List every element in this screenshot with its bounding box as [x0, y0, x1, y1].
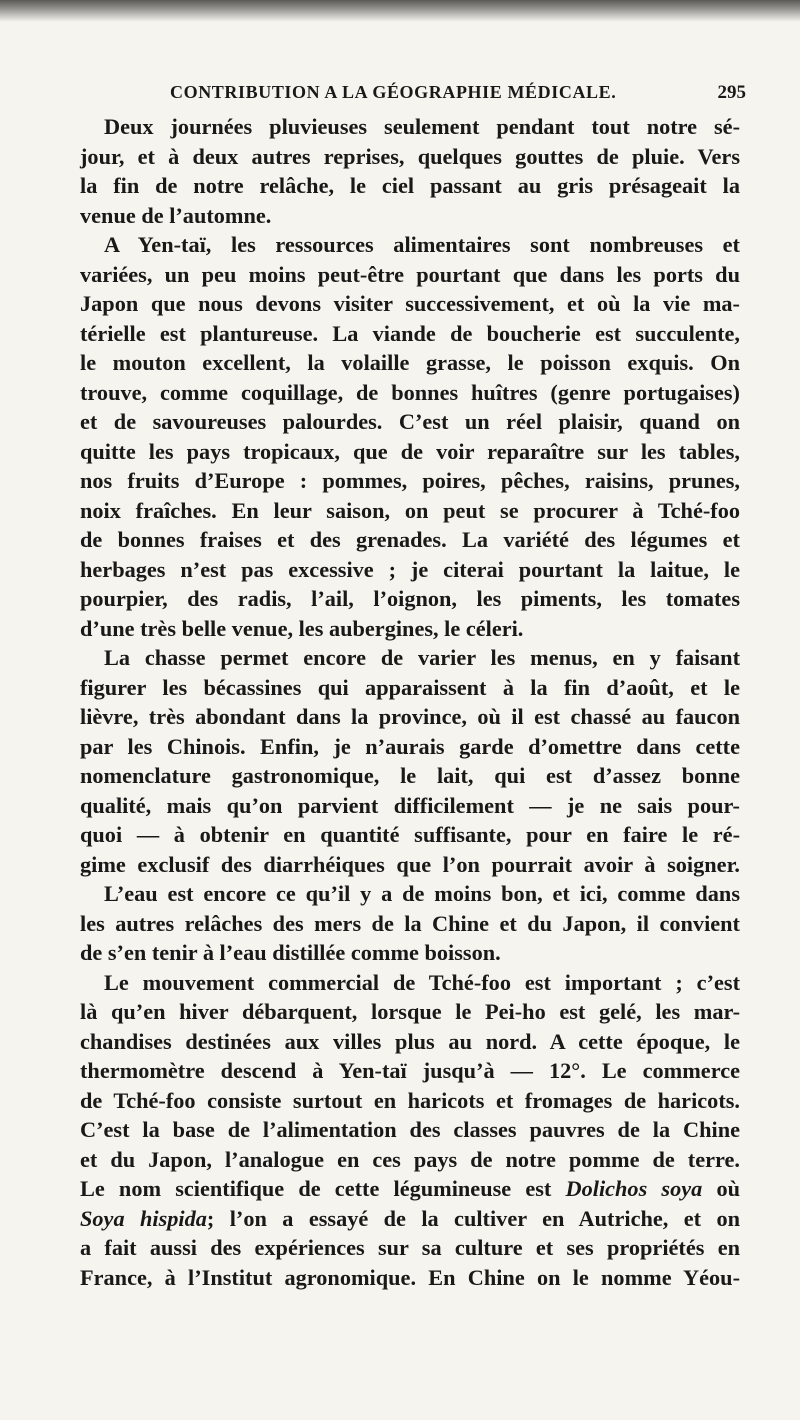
- text-line: variées, un peu moins peut-être pourtant que dans les ports du: [80, 261, 740, 287]
- text-line: de bonnes fraises et des grenades. La variété des légumes et: [80, 527, 740, 552]
- text-line: nos fruits d’Europe : pommes, poires, pêches, raisins, prunes,: [80, 468, 740, 493]
- text-line: herbages n’est pas excessive ; je citerai pourtant la laitue, le: [80, 556, 740, 582]
- text-line: de Tché-foo consiste surtout en haricots et fromages de haricots.: [80, 1087, 740, 1113]
- scan-top-edge: [0, 0, 800, 22]
- text-line: gime exclusif des diarrhéiques que l’on pourrait avoir à soigner.: [80, 851, 740, 877]
- text-line: venue de l’automne.: [80, 202, 272, 228]
- text-line: Japon que nous devons visiter successivement, et où la vie ma-: [80, 291, 740, 316]
- text-line: nomenclature gastronomique, le lait, qui est d’assez bonne: [80, 763, 740, 788]
- text-line: La chasse permet encore de varier les menus, en y faisant: [104, 645, 740, 670]
- text-line: lièvre, très abondant dans la province, où il est chassé au faucon: [80, 704, 740, 729]
- text-line: C’est la base de l’alimentation des classes pauvres de la Chine: [80, 1117, 740, 1142]
- text-line: noix fraîches. En leur saison, on peut se procurer à Tché-foo: [80, 497, 740, 523]
- text-line: par les Chinois. Enfin, je n’aurais garde d’omettre dans cette: [80, 733, 740, 759]
- page-number: 295: [717, 82, 746, 103]
- text-line: là qu’en hiver débarquent, lorsque le Pei-ho est gelé, les mar-: [80, 999, 740, 1024]
- text-fragment: ; l’on a essayé de la cultiver en Autriche, et on: [206, 1205, 740, 1231]
- text-line: A Yen-taï, les ressources alimentaires sont nombreuses et: [104, 232, 740, 257]
- text-line: figurer les bécassines qui apparaissent à la fin d’août, et le: [80, 674, 740, 700]
- text-line: qualité, mais qu’on parvient difficilement — je ne sais pour-: [80, 792, 740, 818]
- text-line: [80, 1204, 740, 1234]
- text-line: les autres relâches des mers de la Chine et du Japon, il convient: [80, 910, 740, 936]
- text-line: térielle est plantureuse. La viande de boucherie est succulente,: [80, 320, 740, 346]
- species-name: Dolichos soya: [565, 1176, 703, 1201]
- text-line: [80, 1174, 740, 1204]
- text-fragment: Le nom scientifique de cette légumineuse est: [80, 1176, 566, 1201]
- text-line: L’eau est encore ce qu’il y a de moins bon, et ici, comme dans: [104, 881, 740, 906]
- text-line: Deux journées pluvieuses seulement pendant tout notre sé-: [104, 114, 740, 139]
- text-line: de s’en tenir à l’eau distillée comme boisson.: [80, 940, 501, 965]
- text-line: d’une très belle venue, les aubergines, le céleri.: [80, 615, 524, 641]
- body-text: [80, 112, 740, 1292]
- text-line: la fin de notre relâche, le ciel passant au gris présageait la: [80, 173, 740, 198]
- text-line: quitte les pays tropicaux, que de voir reparaître sur les tables,: [80, 438, 740, 464]
- text-fragment: où: [702, 1176, 740, 1201]
- text-line: a fait aussi des expériences sur sa culture et ses propriétés en: [80, 1235, 740, 1260]
- text-line: et du Japon, l’analogue en ces pays de notre pomme de terre.: [80, 1146, 740, 1172]
- text-line: France, à l’Institut agronomique. En Chine on le nomme Yéou-: [80, 1264, 740, 1290]
- text-line: trouve, comme coquillage, de bonnes huîtres (genre portugaises): [80, 379, 740, 405]
- text-line: thermomètre descend à Yen-taï jusqu’à — 12°. Le commerce: [80, 1058, 740, 1083]
- text-line: pourpier, des radis, l’ail, l’oignon, les piments, les tomates: [80, 586, 740, 611]
- text-line: et de savoureuses palourdes. C’est un réel plaisir, quand on: [80, 409, 740, 434]
- species-name: Soya hispida: [80, 1205, 207, 1231]
- text-line: chandises destinées aux villes plus au nord. A cette époque, le: [80, 1028, 740, 1054]
- running-title: CONTRIBUTION A LA GÉOGRAPHIE MÉDICALE.: [170, 82, 617, 102]
- text-line: le mouton excellent, la volaille grasse, le poisson exquis. On: [80, 350, 740, 375]
- text-line: Le mouvement commercial de Tché-foo est important ; c’est: [104, 969, 740, 995]
- text-line: jour, et à deux autres reprises, quelques gouttes de pluie. Vers: [80, 143, 740, 169]
- text-line: quoi — à obtenir en quantité suffisante, pour en faire le ré-: [80, 822, 740, 847]
